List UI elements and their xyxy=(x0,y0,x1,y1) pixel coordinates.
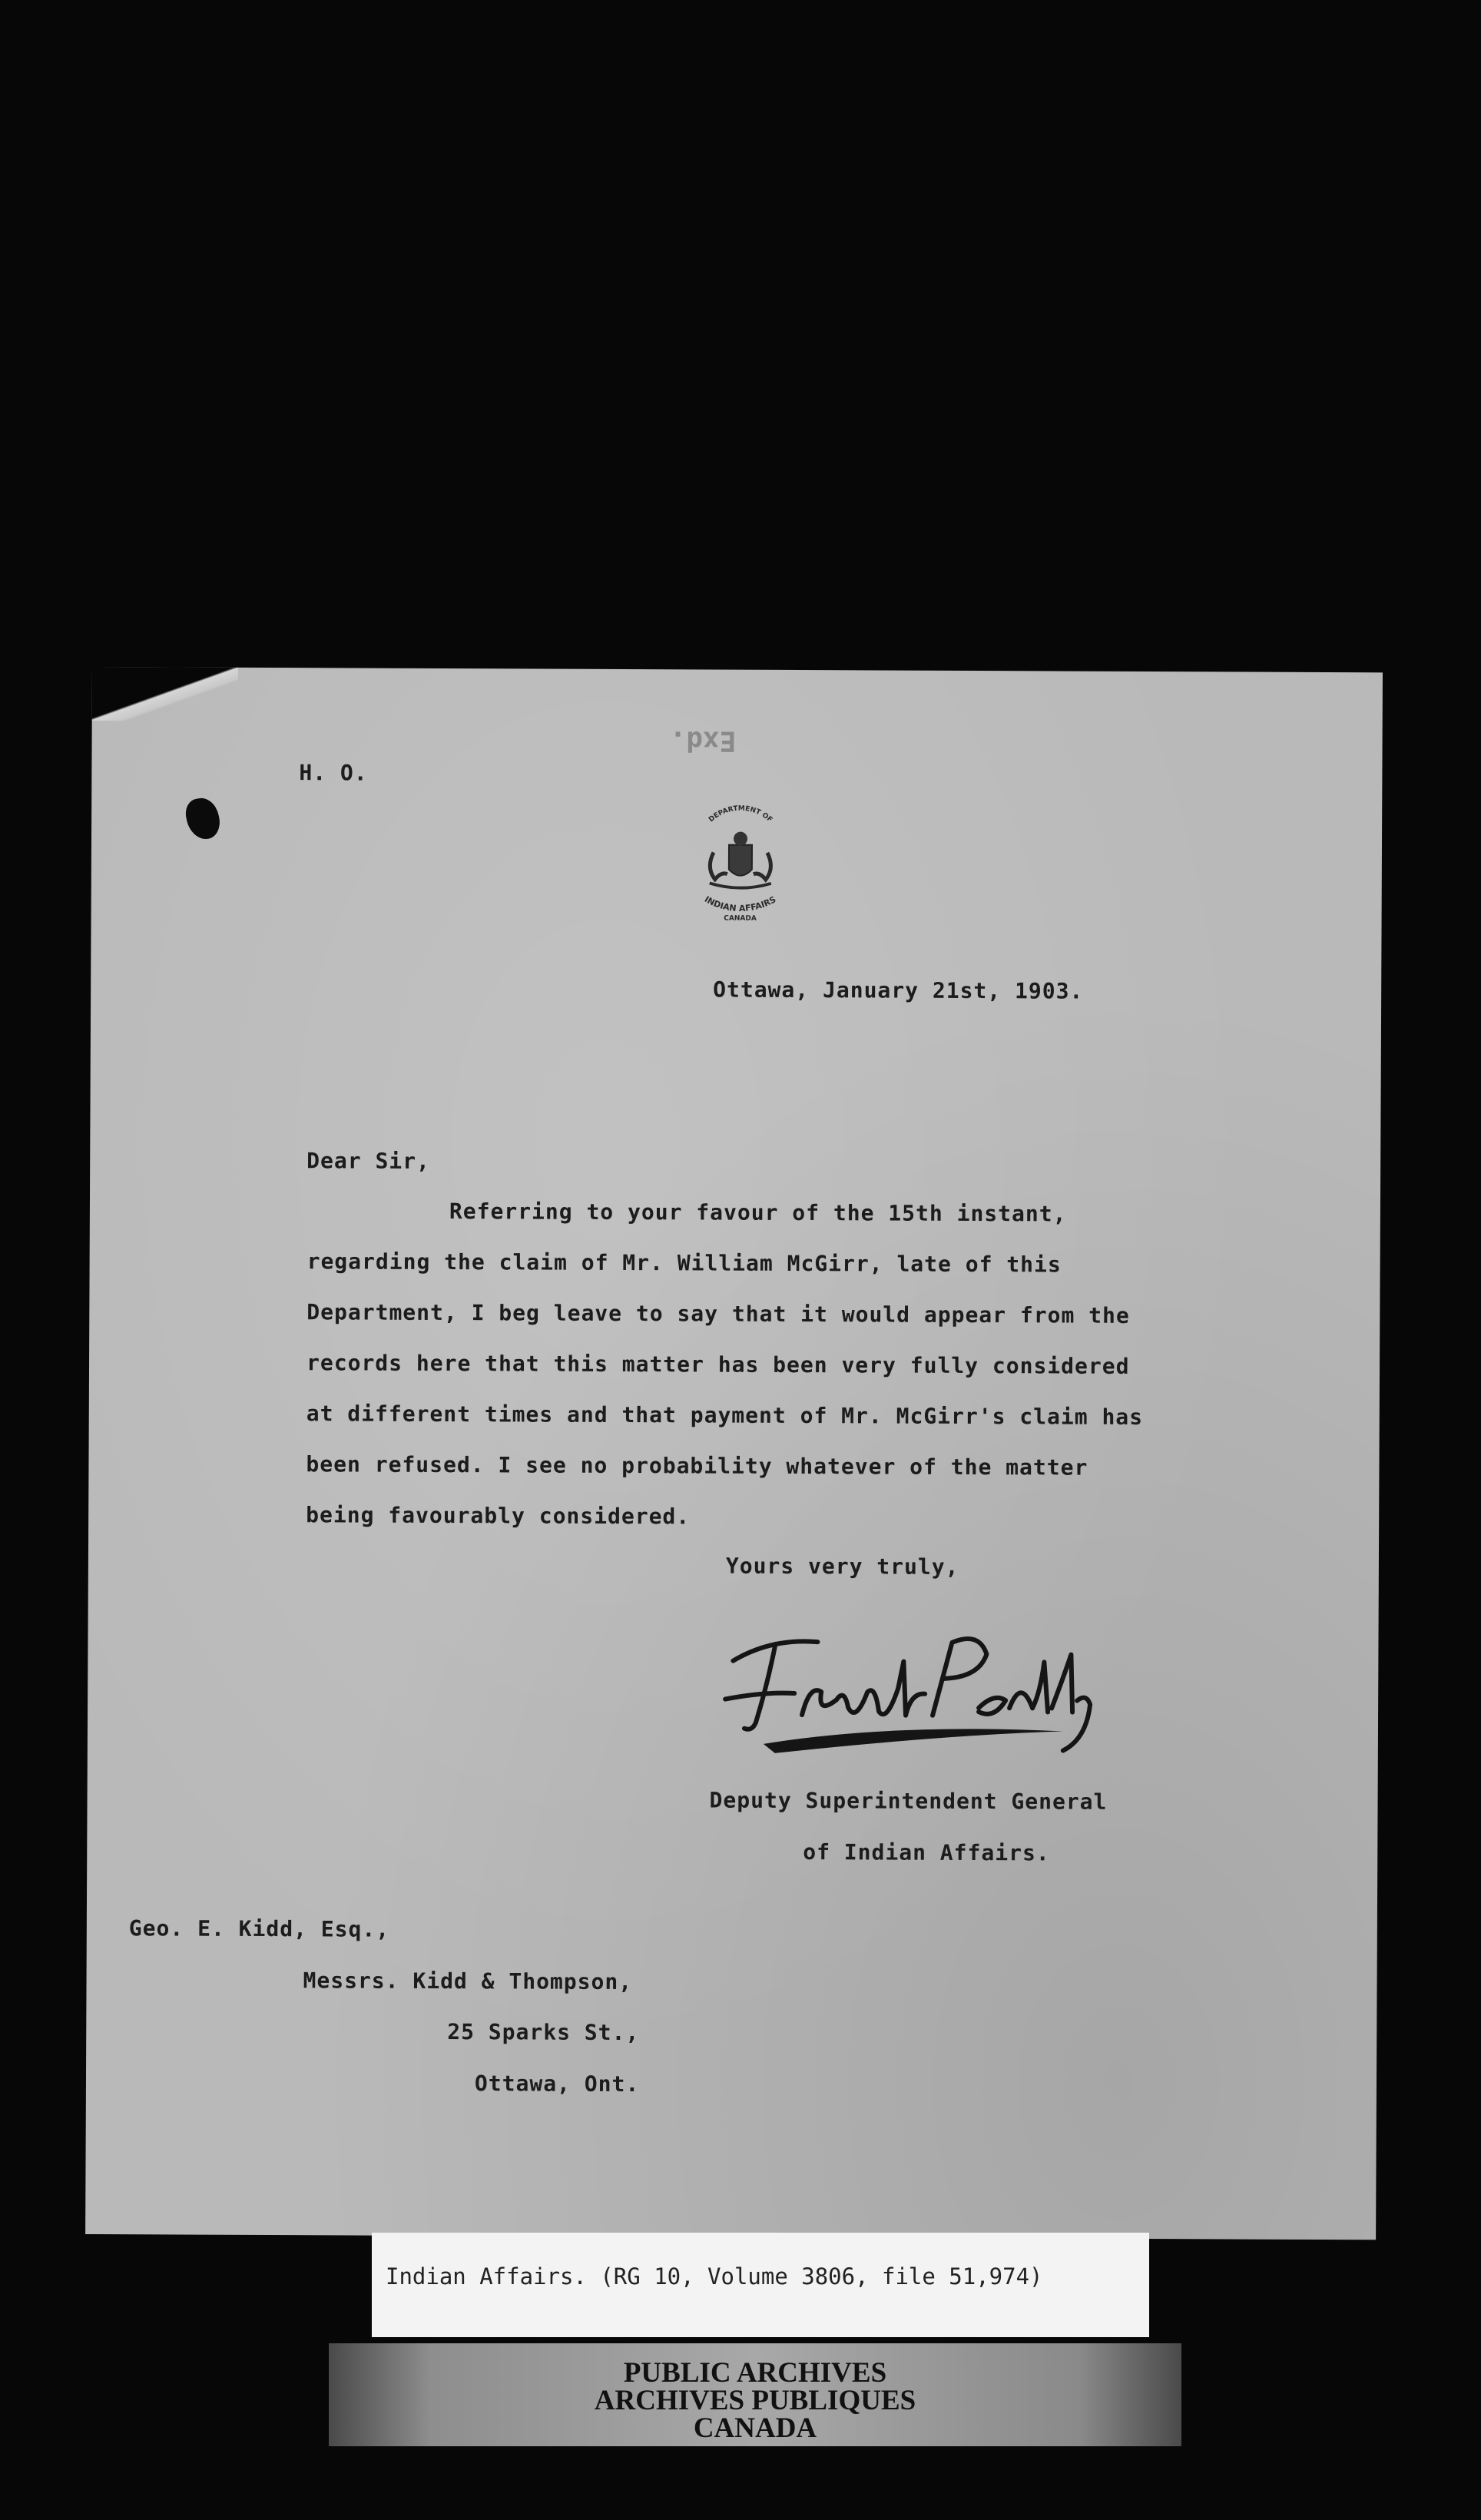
stamp-line-3: CANADA xyxy=(693,2412,817,2444)
department-seal xyxy=(668,798,814,930)
recipient-line-4: Ottawa, Ont. xyxy=(474,2071,640,2097)
seal-bottom-text: INDIAN AFFAIRS xyxy=(702,894,778,914)
handwritten-signature xyxy=(702,1606,1102,1769)
body-line-3: Department, I beg leave to say that it would appear from the xyxy=(306,1299,1130,1328)
archive-stamp xyxy=(329,2343,1181,2446)
body-line-7: being favourably considered. xyxy=(306,1502,691,1530)
recipient-line-3: 25 Sparks St., xyxy=(447,2019,640,2046)
body-line-5: at different times and that payment of Mr. McGirr's claim has xyxy=(306,1401,1144,1430)
body-line-6: been refused. I see no probability whatever of the matter xyxy=(306,1451,1088,1480)
body-line-2: regarding the claim of Mr. William McGirr, late of this xyxy=(306,1248,1062,1278)
closing: Yours very truly, xyxy=(725,1553,959,1580)
svg-text:INDIAN AFFAIRS xyxy=(703,894,778,914)
signer-title-line-2: of Indian Affairs. xyxy=(803,1839,1050,1866)
body-line-1: Referring to your favour of the 15th instant, xyxy=(449,1199,1067,1227)
svg-text:DEPARTMENT OF xyxy=(707,804,774,824)
seal-country: CANADA xyxy=(724,914,757,923)
recipient-line-2: Messrs. Kidd & Thompson, xyxy=(303,1968,633,1995)
date-line: Ottawa, January 21st, 1903. xyxy=(713,976,1084,1004)
signer-title-line-1: Deputy Superintendent General xyxy=(709,1787,1108,1815)
salutation: Dear Sir, xyxy=(306,1148,430,1174)
letter-page xyxy=(85,667,1383,2240)
archive-citation: Indian Affairs. (RG 10, Volume 3806, file 51,974) xyxy=(386,2263,1043,2290)
seal-top-text: DEPARTMENT OF xyxy=(707,804,774,824)
exd-mark: Exd. xyxy=(669,724,737,757)
stamp-line-1: PUBLIC ARCHIVES xyxy=(623,2357,887,2389)
archive-citation-label xyxy=(372,2233,1149,2337)
reference-mark: H. O. xyxy=(299,760,368,786)
stamp-line-2: ARCHIVES PUBLIQUES xyxy=(594,2385,916,2416)
punch-hole xyxy=(183,795,223,842)
body-line-4: records here that this matter has been very fully considered xyxy=(306,1350,1130,1379)
recipient-line-1: Geo. E. Kidd, Esq., xyxy=(128,1915,390,1942)
